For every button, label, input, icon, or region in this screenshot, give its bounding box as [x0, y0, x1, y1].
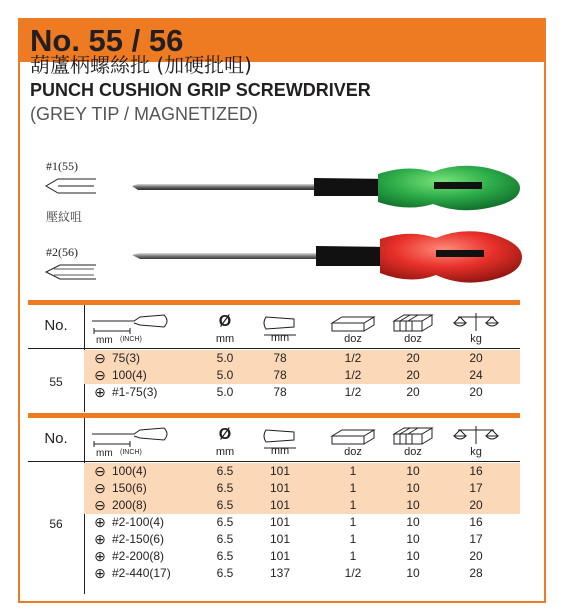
- label-56: #2(56): [46, 245, 78, 259]
- cell-carton: 10: [406, 515, 420, 529]
- cell-handle: 101: [269, 498, 291, 512]
- col-size-unit: mm: [96, 448, 113, 459]
- table-56: [28, 413, 520, 593]
- cell-size: 150(6): [112, 481, 147, 495]
- cell-carton: 20: [406, 351, 420, 365]
- slotted-tip-icon: ⊖: [94, 480, 106, 496]
- cell-kg: 17: [469, 532, 483, 546]
- slotted-tip-icon: ⊖: [94, 350, 106, 366]
- cell-kg: 24: [469, 368, 483, 382]
- inner-box-icon: [328, 426, 378, 448]
- cell-kg: 16: [469, 515, 483, 529]
- table-row: [28, 463, 520, 480]
- table-row: [28, 565, 520, 582]
- cell-kg: 28: [469, 566, 483, 580]
- weight-scale-icon: [452, 424, 500, 446]
- col-handle-unit: mm: [270, 445, 290, 457]
- cell-carton: 10: [406, 566, 420, 580]
- product-title-chinese: 葫蘆柄螺絲批 (加硬批咀): [30, 53, 252, 77]
- length-diagram-icon: [90, 311, 170, 335]
- cell-handle: 137: [269, 566, 291, 580]
- model-no-56: 56: [49, 517, 63, 531]
- phillips-tip-icon: ⊕: [94, 514, 106, 530]
- cell-box: 1: [349, 549, 357, 563]
- cell-handle: 101: [269, 532, 291, 546]
- cell-box: 1: [349, 532, 357, 546]
- table-row: [28, 497, 520, 514]
- phillips-tip-icon: ⊕: [94, 548, 106, 564]
- col-carton-unit: doz: [404, 446, 422, 458]
- model-no-55: 55: [49, 375, 63, 389]
- cell-size: 100(4): [112, 368, 147, 382]
- diameter-icon: Ø: [218, 426, 232, 443]
- length-diagram-icon: [90, 424, 170, 448]
- cell-carton: 10: [406, 498, 420, 512]
- product-title-english: PUNCH CUSHION GRIP SCREWDRIVER: [30, 80, 371, 100]
- product-subtitle: (GREY TIP / MAGNETIZED): [30, 104, 259, 124]
- cell-carton: 10: [406, 464, 420, 478]
- cell-handle: 101: [269, 481, 291, 495]
- table-row: [28, 350, 520, 367]
- cell-kg: 16: [469, 464, 483, 478]
- diameter-icon: Ø: [218, 313, 232, 330]
- cell-kg: 20: [469, 385, 483, 399]
- cell-size: 100(4): [112, 464, 147, 478]
- cell-handle: 101: [269, 549, 291, 563]
- cell-size: 75(3): [112, 351, 141, 365]
- cell-box: 1: [349, 481, 357, 495]
- cell-box: 1/2: [344, 566, 362, 580]
- cell-size: #2-440(17): [112, 566, 171, 580]
- cell-dia: 6.5: [216, 566, 234, 580]
- cell-box: 1/2: [344, 368, 362, 382]
- cell-dia: 5.0: [216, 385, 234, 399]
- table-header: [28, 418, 520, 462]
- col-no: No.: [44, 317, 68, 334]
- phillips-tip-icon: ⊕: [94, 531, 106, 547]
- phillips-tip-icon: ⊕: [94, 384, 106, 400]
- table-row: [28, 480, 520, 497]
- col-box-unit: doz: [344, 446, 362, 458]
- cell-kg: 17: [469, 481, 483, 495]
- cell-dia: 5.0: [216, 368, 234, 382]
- table-row: [28, 514, 520, 531]
- col-weight-unit: kg: [470, 333, 482, 345]
- cell-box: 1: [349, 464, 357, 478]
- table-row: [28, 384, 520, 401]
- inner-box-icon: [328, 313, 378, 335]
- cell-handle: 101: [269, 464, 291, 478]
- table-row: [28, 548, 520, 565]
- col-dia-unit: mm: [215, 446, 235, 458]
- carton-icon: [390, 311, 436, 335]
- cell-dia: 6.5: [216, 481, 234, 495]
- cell-dia: 6.5: [216, 498, 234, 512]
- cell-dia: 5.0: [216, 351, 234, 365]
- cell-handle: 78: [273, 385, 287, 399]
- cell-size: #1-75(3): [112, 385, 158, 399]
- label-press-tip: 壓紋咀: [46, 210, 83, 224]
- col-box-unit: doz: [344, 333, 362, 345]
- screwdriver-55-image: [128, 158, 524, 218]
- cell-kg: 20: [469, 549, 483, 563]
- cell-dia: 6.5: [216, 515, 234, 529]
- cell-box: 1/2: [344, 351, 362, 365]
- slotted-tip-icon: ⊖: [94, 367, 106, 383]
- table-55: [28, 300, 520, 412]
- table-row: [28, 367, 520, 384]
- cell-carton: 10: [406, 549, 420, 563]
- cell-kg: 20: [469, 498, 483, 512]
- weight-scale-icon: [452, 311, 500, 333]
- table-row: [28, 531, 520, 548]
- col-dia-unit: mm: [215, 333, 235, 345]
- col-size-unit: mm: [96, 335, 113, 346]
- col-handle-unit: mm: [270, 332, 290, 344]
- cell-box: 1: [349, 515, 357, 529]
- cell-box: 1/2: [344, 385, 362, 399]
- cell-size: #2-150(6): [112, 532, 165, 546]
- cell-dia: 6.5: [216, 549, 234, 563]
- cell-carton: 20: [406, 385, 420, 399]
- carton-icon: [390, 424, 436, 448]
- cell-dia: 6.5: [216, 464, 234, 478]
- col-size-unit-inch: (INCH): [120, 336, 142, 343]
- cell-carton: 20: [406, 368, 420, 382]
- label-55: #1(55): [46, 159, 78, 173]
- cell-dia: 6.5: [216, 532, 234, 546]
- slotted-tip-icon: ⊖: [94, 463, 106, 479]
- cell-handle: 101: [269, 515, 291, 529]
- cell-size: #2-100(4): [112, 515, 165, 529]
- cell-handle: 78: [273, 368, 287, 382]
- phillips-tip-icon: [44, 261, 98, 283]
- cell-size: #2-200(8): [112, 549, 165, 563]
- cell-kg: 20: [469, 351, 483, 365]
- slotted-tip-icon: ⊖: [94, 497, 106, 513]
- screwdriver-56-image: [128, 225, 524, 289]
- cell-size: 200(8): [112, 498, 147, 512]
- cell-carton: 10: [406, 481, 420, 495]
- col-carton-unit: doz: [404, 333, 422, 345]
- col-size-unit-inch: (INCH): [120, 449, 142, 456]
- slotted-tip-icon: [44, 175, 98, 197]
- page-title: No. 55 / 56: [30, 23, 184, 58]
- table-header: [28, 305, 520, 349]
- phillips-tip-icon: ⊕: [94, 565, 106, 581]
- col-no: No.: [44, 430, 68, 447]
- cell-box: 1: [349, 498, 357, 512]
- cell-carton: 10: [406, 532, 420, 546]
- col-weight-unit: kg: [470, 446, 482, 458]
- cell-handle: 78: [273, 351, 287, 365]
